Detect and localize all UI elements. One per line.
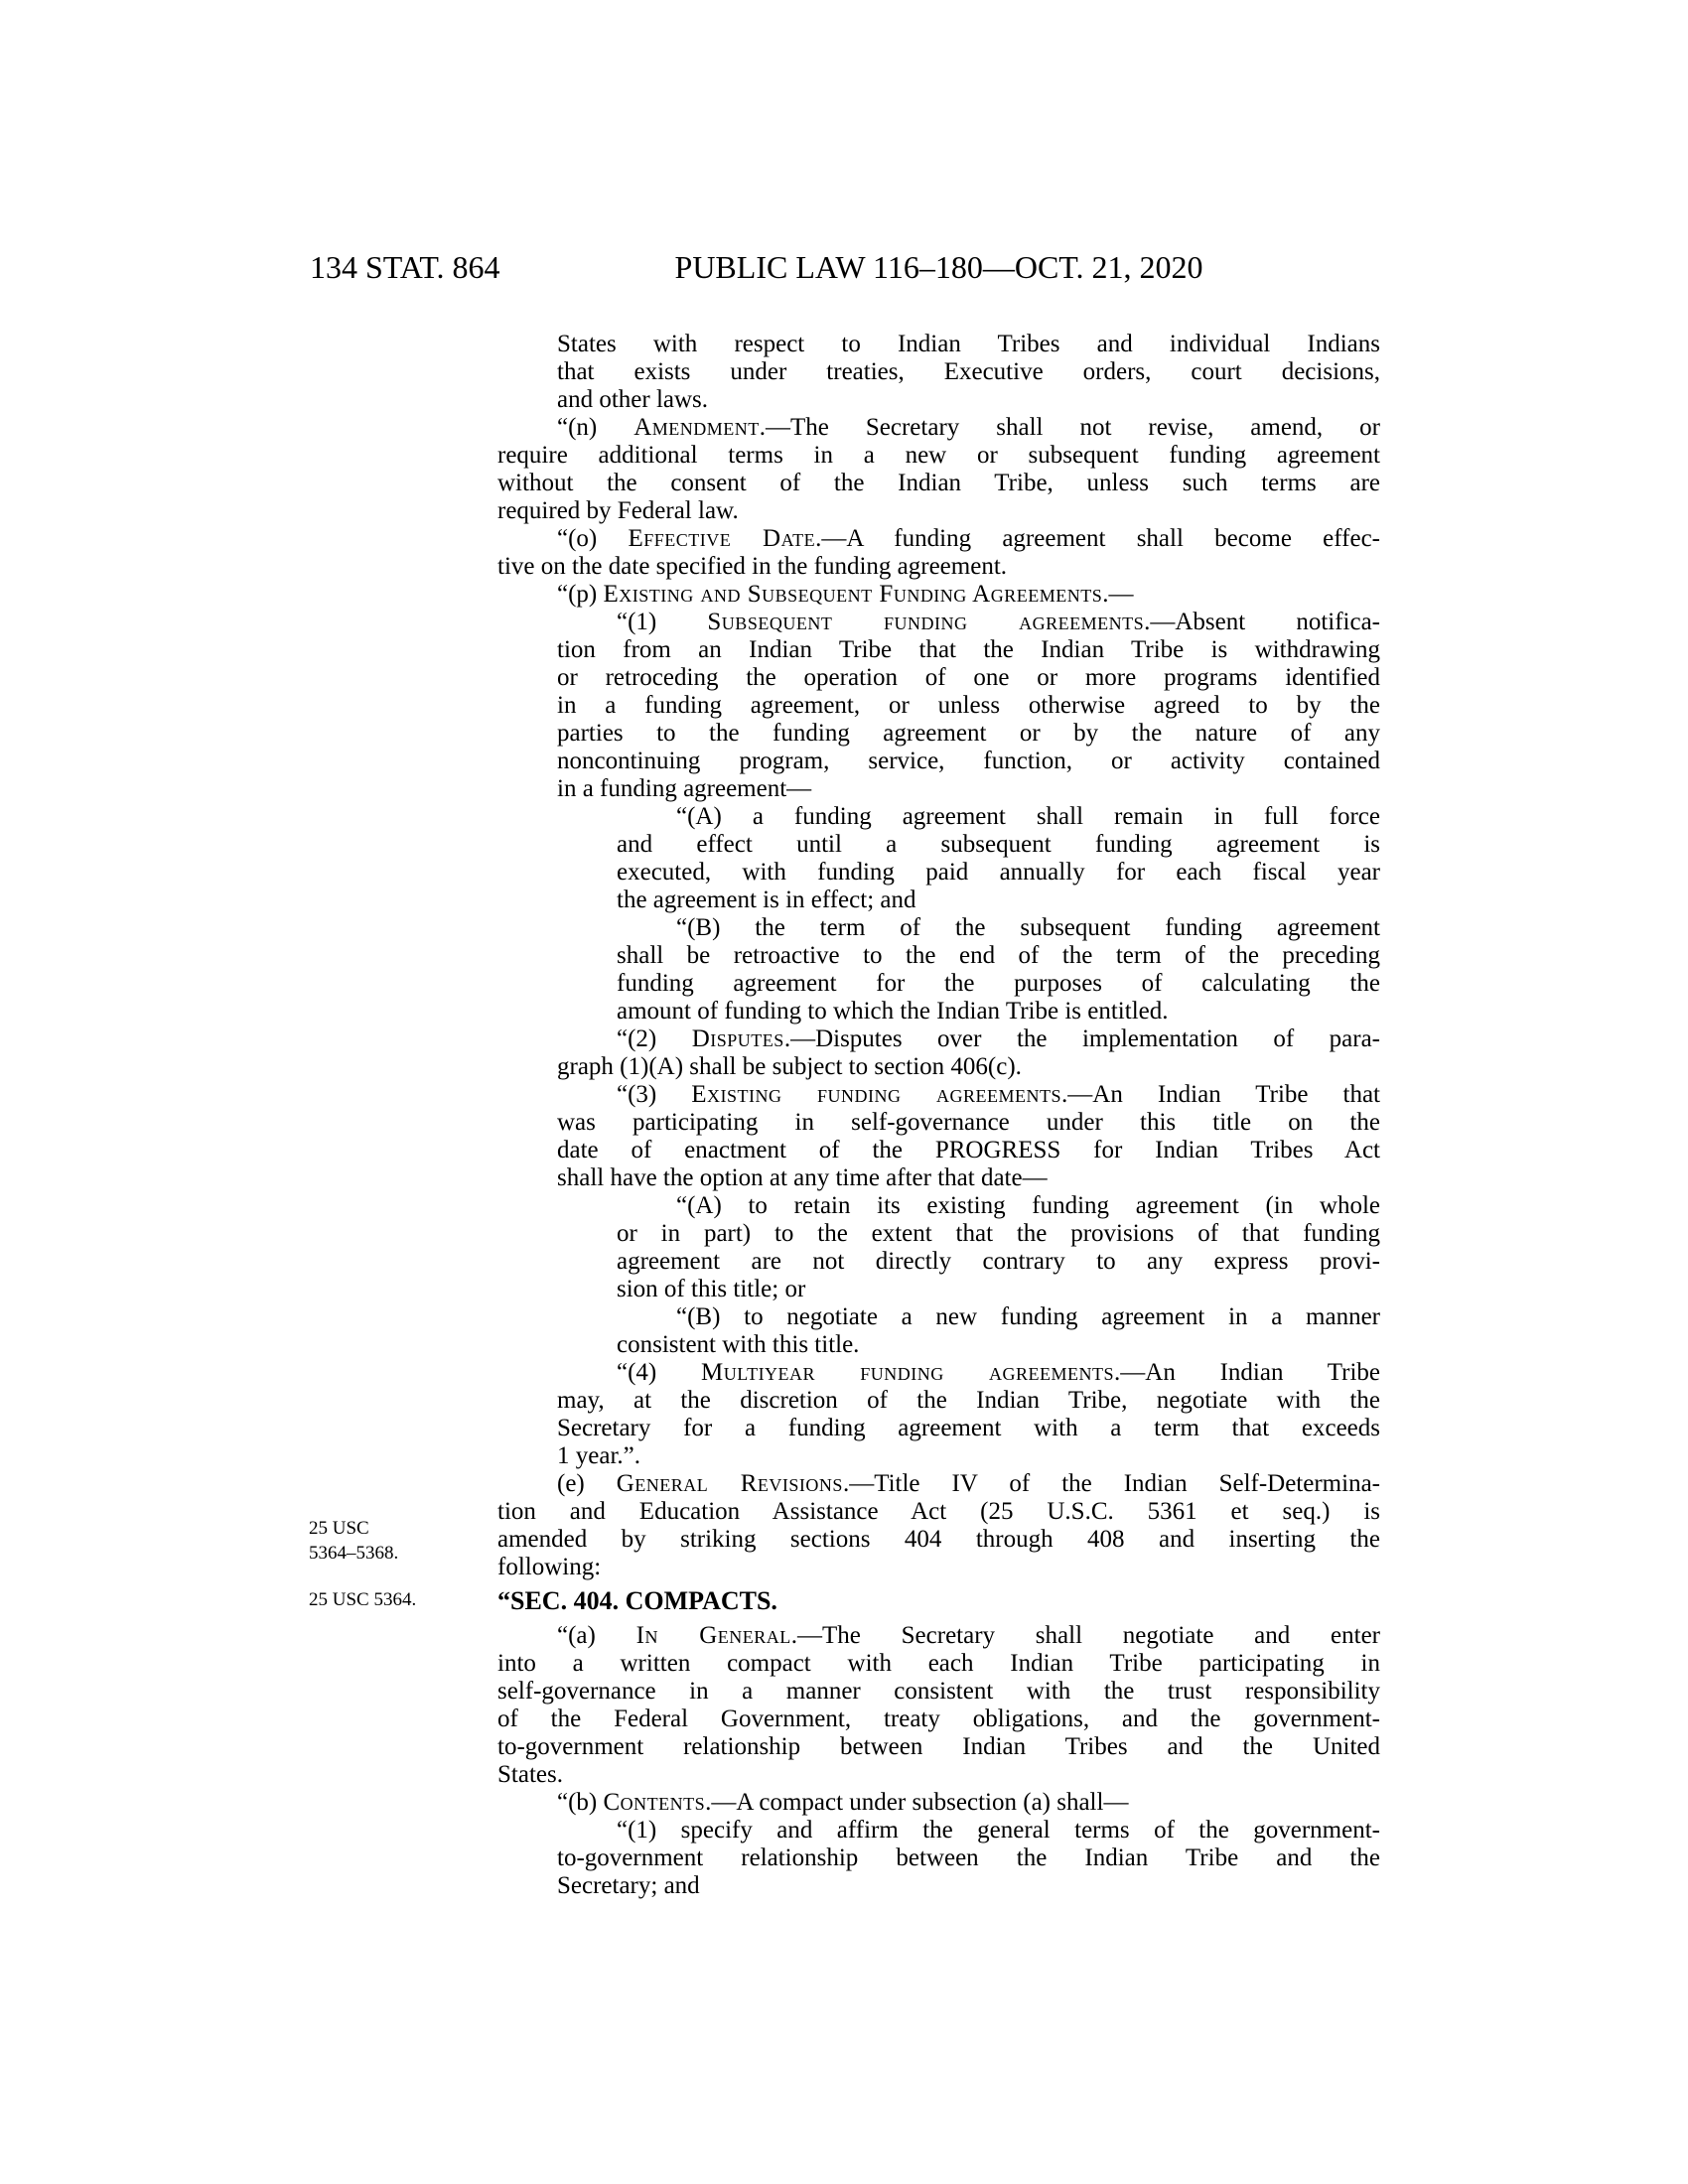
text-segment: “(b) [557, 1789, 604, 1816]
text-line [497, 581, 1380, 609]
statute-paragraph [557, 609, 1380, 803]
text-line [557, 664, 1380, 692]
text-line [557, 1109, 1380, 1137]
text-line [497, 1554, 1380, 1581]
text-segment: (e) [557, 1470, 617, 1497]
text-line [617, 1220, 1380, 1248]
text-line [497, 1498, 1380, 1526]
text-line [617, 1248, 1380, 1276]
text-segment: agreement are not directly contrary to any express provi- [617, 1248, 1380, 1275]
statute-paragraph [557, 1081, 1380, 1192]
text-line [557, 1817, 1380, 1844]
text-segment: or in part) to the extent that the provisions of that funding [617, 1220, 1380, 1247]
text-segment: or retroceding the operation of one or more programs identified [557, 664, 1380, 691]
text-segment: “(n) [557, 414, 634, 441]
text-segment: tion and Education Assistance Act (25 U.S.C. 5361 et seq.) is [497, 1498, 1380, 1525]
text-line [497, 1789, 1380, 1817]
text-line [617, 998, 1380, 1025]
statute-paragraph [497, 1622, 1380, 1789]
text-segment: “(a) [557, 1622, 636, 1649]
small-caps-heading: Amendment [633, 414, 760, 441]
small-caps-heading: Multiyear funding agreements [701, 1359, 1115, 1386]
text-line [497, 497, 1380, 525]
text-line [557, 1844, 1380, 1872]
text-line [617, 970, 1380, 998]
text-segment: amount of funding to which the Indian Tribe is entitled. [617, 998, 1169, 1024]
page-stat-number: 134 STAT. 864 [310, 249, 500, 285]
text-line [557, 1164, 1380, 1192]
text-line [557, 748, 1380, 775]
text-segment: consistent with this title. [617, 1331, 860, 1358]
text-segment: “(1) [617, 609, 708, 635]
small-caps-heading: Effective Date [628, 525, 816, 552]
text-line [557, 1442, 1380, 1470]
text-segment: funding agreement for the purposes of calculating the [617, 970, 1380, 997]
text-line [557, 692, 1380, 720]
text-segment: Secretary; and [557, 1872, 700, 1899]
small-caps-heading: Existing and Subsequent Funding Agreements [603, 581, 1103, 608]
text-segment: .—A funding agreement shall become effec- [815, 525, 1380, 552]
text-segment: sion of this title; or [617, 1276, 806, 1302]
text-segment: .—An Indian Tribe [1114, 1359, 1381, 1386]
text-line [497, 1706, 1380, 1733]
text-segment: Secretary for a funding agreement with a term that exceeds [557, 1415, 1380, 1441]
text-line [617, 1303, 1380, 1331]
text-line [497, 1587, 1380, 1615]
text-line [497, 470, 1380, 497]
text-line [557, 1359, 1380, 1387]
text-segment: in a funding agreement, or unless otherwise agreed to by the [557, 692, 1380, 719]
text-line [617, 942, 1380, 970]
text-line [497, 553, 1380, 581]
text-segment: the agreement is in effect; and [617, 887, 916, 913]
text-segment: date of enactment of the PROGRESS for Indian Tribes Act [557, 1137, 1380, 1163]
statute-paragraph [557, 331, 1380, 414]
text-line [617, 1331, 1380, 1359]
text-segment: in a funding agreement— [557, 775, 812, 802]
text-segment: into a written compact with each Indian Tribe participating in [497, 1650, 1380, 1677]
text-segment: .—Absent notifica- [1144, 609, 1381, 635]
margin-note-usc-range [309, 1516, 492, 1566]
text-segment: “(A) to retain its existing funding agreement (in whole [676, 1192, 1380, 1219]
text-segment: self-governance in a manner consistent with the trust responsibility [497, 1678, 1380, 1705]
text-segment: “(p) [557, 581, 604, 608]
text-line [617, 1276, 1380, 1303]
text-segment: and effect until a subsequent funding agreement is [617, 831, 1380, 858]
text-line [557, 1081, 1380, 1109]
text-segment: “(4) [617, 1359, 701, 1386]
text-segment: .—The Secretary shall negotiate and enter [790, 1622, 1381, 1649]
text-segment: tive on the date specified in the funding agreement. [497, 553, 1008, 580]
text-line [497, 1733, 1380, 1761]
small-caps-heading: Existing funding agreements [691, 1081, 1062, 1108]
text-segment: “(A) a funding agreement shall remain in full force [676, 803, 1380, 830]
statute-paragraph [497, 581, 1380, 609]
text-line [617, 803, 1380, 831]
text-line [497, 1761, 1380, 1789]
statute-body [497, 331, 1380, 1900]
text-segment: shall be retroactive to the end of the term of the preceding [617, 942, 1380, 969]
text-segment: “(3) [617, 1081, 692, 1108]
text-line [497, 1470, 1380, 1498]
text-line [617, 914, 1380, 942]
section-heading [497, 1587, 1380, 1615]
text-segment: to-government relationship between the Indian Tribe and the [557, 1844, 1380, 1871]
text-segment: .— [1102, 581, 1134, 608]
text-segment: “(2) [617, 1025, 692, 1052]
text-segment: to-government relationship between Indian Tribes and the United [497, 1733, 1380, 1760]
text-line [557, 1137, 1380, 1164]
statute-paragraph [617, 914, 1380, 1025]
statute-paragraph [617, 1303, 1380, 1359]
text-segment: “(B) the term of the subsequent funding agreement [676, 914, 1380, 941]
text-segment: .—Title IV of the Indian Self-Determina- [842, 1470, 1380, 1497]
text-segment: “(1) specify and affirm the general terms of the government- [617, 1817, 1380, 1843]
text-segment: amended by striking sections 404 through 408 and inserting the [497, 1526, 1380, 1553]
text-segment: .—A compact under subsection (a) shall— [705, 1789, 1129, 1816]
text-line [497, 525, 1380, 553]
public-law-header: PUBLIC LAW 116–180—OCT. 21, 2020 [674, 249, 1203, 285]
text-segment: parties to the funding agreement or by the nature of any [557, 720, 1380, 747]
text-segment: “SEC. 404. COMPACTS. [497, 1586, 777, 1615]
statute-paragraph [557, 1817, 1380, 1900]
text-line [497, 1678, 1380, 1706]
text-segment: “(B) to negotiate a new funding agreement in a manner [676, 1303, 1380, 1330]
text-segment: that exists under treaties, Executive orders, court decisions, [557, 358, 1380, 385]
small-caps-heading: In General [635, 1622, 791, 1649]
text-segment: .—The Secretary shall not revise, amend, or [759, 414, 1380, 441]
text-segment: and other laws. [557, 386, 709, 413]
text-line [557, 1872, 1380, 1900]
text-line [557, 358, 1380, 386]
statute-paragraph [497, 414, 1380, 525]
text-line [497, 1622, 1380, 1650]
text-line [617, 831, 1380, 859]
small-caps-heading: Subsequent funding agreements [707, 609, 1145, 635]
text-line [617, 1192, 1380, 1220]
text-line [497, 414, 1380, 442]
text-line [557, 1415, 1380, 1442]
text-line [557, 720, 1380, 748]
text-line [497, 1650, 1380, 1678]
text-segment: .—Disputes over the implementation of para- [783, 1025, 1380, 1052]
text-segment: required by Federal law. [497, 497, 739, 524]
text-line [557, 1025, 1380, 1053]
text-segment: .—An Indian Tribe that [1061, 1081, 1381, 1108]
text-line [557, 331, 1380, 358]
statute-paragraph [497, 1789, 1380, 1817]
text-segment: without the consent of the Indian Tribe, unless such terms are [497, 470, 1380, 496]
text-segment: was participating in self-governance under this title on the [557, 1109, 1380, 1136]
statute-paragraph [497, 525, 1380, 581]
statute-paragraph [497, 1470, 1380, 1581]
text-segment: of the Federal Government, treaty obligations, and the government- [497, 1706, 1380, 1732]
text-segment: tion from an Indian Tribe that the Indian Tribe is withdrawing [557, 636, 1380, 663]
margin-note-line: 25 USC 5364. [309, 1589, 417, 1610]
statute-paragraph [557, 1359, 1380, 1470]
small-caps-heading: General Revisions [616, 1470, 843, 1497]
margin-note-usc-section [309, 1587, 492, 1612]
text-line [497, 442, 1380, 470]
text-line [497, 1526, 1380, 1554]
statute-paragraph [617, 803, 1380, 914]
text-segment: States with respect to Indian Tribes and individual Indians [557, 331, 1380, 357]
text-line [557, 1387, 1380, 1415]
text-segment: may, at the discretion of the Indian Tribe, negotiate with the [557, 1387, 1380, 1414]
text-line [617, 887, 1380, 914]
text-line [617, 859, 1380, 887]
text-segment: States. [497, 1761, 563, 1788]
text-line [557, 1053, 1380, 1081]
statute-paragraph [617, 1192, 1380, 1303]
text-segment: “(o) [557, 525, 629, 552]
text-segment: executed, with funding paid annually for each fiscal year [617, 859, 1380, 886]
text-line [557, 609, 1380, 636]
statute-paragraph [557, 1025, 1380, 1081]
text-line [557, 775, 1380, 803]
text-segment: graph (1)(A) shall be subject to section 406(c). [557, 1053, 1022, 1080]
small-caps-heading: Contents [603, 1789, 706, 1816]
text-line [557, 386, 1380, 414]
small-caps-heading: Disputes [691, 1025, 784, 1052]
margin-note-line: 25 USC [309, 1518, 369, 1539]
text-segment: noncontinuing program, service, function, or activity contained [557, 748, 1380, 774]
margin-note-line: 5364–5368. [309, 1543, 399, 1564]
text-segment: 1 year.”. [557, 1442, 640, 1469]
text-line [557, 636, 1380, 664]
text-segment: following: [497, 1554, 602, 1580]
text-segment: require additional terms in a new or subsequent funding agreement [497, 442, 1380, 469]
text-segment: shall have the option at any time after that date— [557, 1164, 1048, 1191]
